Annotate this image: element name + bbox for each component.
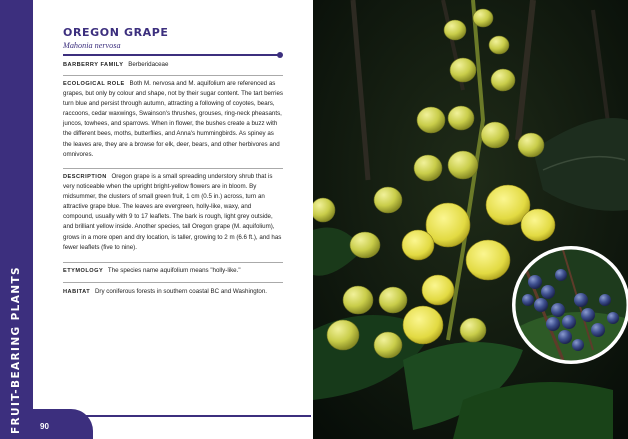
title-rule bbox=[63, 54, 280, 56]
ecological-text: Both M. nervosa and M. aquifolium are referenced as grapes, but only by colour and shape, not by their sugar content. The tart berries turn blue and persist through autumn, attracting a following of coyotes, bears, raccoons, cedar waxwings, Swainson's thrushes, grouses, ring-neck pheasants, juncos, towhees, and sparrows. When in flower, the bushes create a buzz with the different bees, moths, butterflies, and Anna's hummingbirds. As spiney as the leaves are, they are a browse for elk, deer, bears, and other herbivores and omnivores. bbox=[63, 80, 284, 158]
family-block bbox=[63, 60, 283, 70]
section-tab-label: FRUIT-BEARING PLANTS bbox=[10, 265, 22, 435]
entry-title: OREGON GRAPE bbox=[63, 26, 169, 39]
description-text: Oregon grape is a small spreading understory shrub that is very noticeable when the upright bright-yellow flowers are in bloom. By midsummer, the clusters of small green fruit, 1 cm (0.5 in.) across, turn an attractive grape blue. The leaves are evergreen, holly-like, waxy, and compound, usually with 9 to 17 leaflets. The bark is rough, light grey outside, and brilliant yellow inside. Another species, tall Oregon grape (M. aquifolium), grows in a more open and dry location, is taller, growing to 2 m (6.6 ft.), and has fewer leaflets (five to nine). bbox=[63, 173, 282, 251]
divider bbox=[63, 75, 283, 76]
oregon-grape-photo bbox=[313, 0, 628, 439]
section-tab bbox=[0, 0, 33, 439]
description-block bbox=[63, 172, 283, 253]
title-rule-dot bbox=[277, 52, 283, 58]
etymology-block bbox=[63, 266, 283, 276]
page-number: 90 bbox=[40, 422, 49, 431]
habitat-text: Dry coniferous forests in southern coastal BC and Washington. bbox=[94, 288, 268, 295]
etymology-label: ETYMOLOGY bbox=[63, 268, 104, 274]
family-label: BARBERRY FAMILY bbox=[63, 62, 124, 68]
latin-name: Mahonia nervosa bbox=[63, 41, 121, 50]
divider bbox=[63, 262, 283, 263]
etymology-text: The species name aquifolium means "holly-like." bbox=[107, 267, 241, 274]
habitat-block bbox=[63, 287, 283, 297]
ecological-block bbox=[63, 79, 283, 160]
divider bbox=[63, 282, 283, 283]
divider bbox=[63, 168, 283, 169]
bottom-rule bbox=[85, 415, 311, 417]
photo-illustration bbox=[313, 0, 628, 439]
habitat-label: HABITAT bbox=[63, 289, 91, 295]
ecological-label: ECOLOGICAL ROLE bbox=[63, 81, 125, 87]
description-label: DESCRIPTION bbox=[63, 174, 107, 180]
family-value: Berberidaceae bbox=[128, 61, 169, 68]
